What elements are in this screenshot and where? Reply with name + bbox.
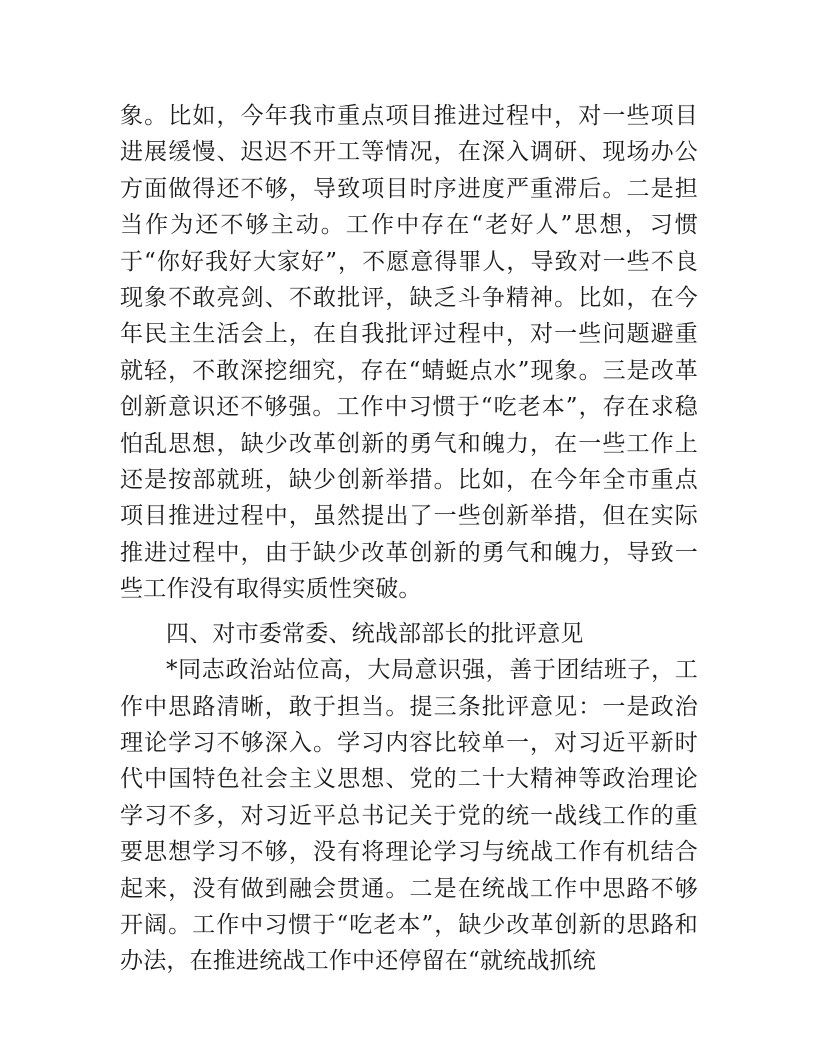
body-paragraph: 象。比如，今年我市重点项目推进过程中，对一些项目进展缓慢、迟迟不开工等情况，在深入调研、现场办公方面做得还不够，导致项目时序进度严重滞后。二是担当作为还不够主动。工作中存在“老好人”思想，习惯于“你好我好大家好”，不愿意得罪人，导致对一些不良现象不敢亮剑、不敢批评，缺乏斗争精神。比如，在今年民主生活会上，在自我批评过程中，对一些问题避重就轻，不敢深挖细究，存在“蜻蜓点水”现象。三是改革创新意识还不够强。工作中习惯于“吃老本”，存在求稳怕乱思想，缺少改革创新的勇气和魄力，在一些工作上还是按部就班，缺少创新举措。比如，在今年全市重点项目推进过程中，虽然提出了一些创新举措，但在实际推进过程中，由于缺少改革创新的勇气和魄力，导致一些工作没有取得实质性突破。 <box>120 103 698 603</box>
section-heading: 四、对市委常委、统战部部长的批评意见 <box>166 620 584 647</box>
document-page <box>120 98 698 980</box>
body-paragraph: *同志政治站位高，大局意识强，善于团结班子，工作中思路清晰，敢于担当。提三条批评意见：一是政治理论学习不够深入。学习内容比较单一，对习近平新时代中国特色社会主义思想、党的二十大精神等政治理论学习不多，对习近平总书记关于党的统一战线工作的重要思想学习不够，没有将理论学习与统战工作有机结合起来，没有做到融会贯通。二是在统战工作中思路不够开阔。工作中习惯于“吃老本”，缺少改革创新的思路和办法，在推进统战工作中还停留在“就统战抓统 <box>120 657 698 975</box>
